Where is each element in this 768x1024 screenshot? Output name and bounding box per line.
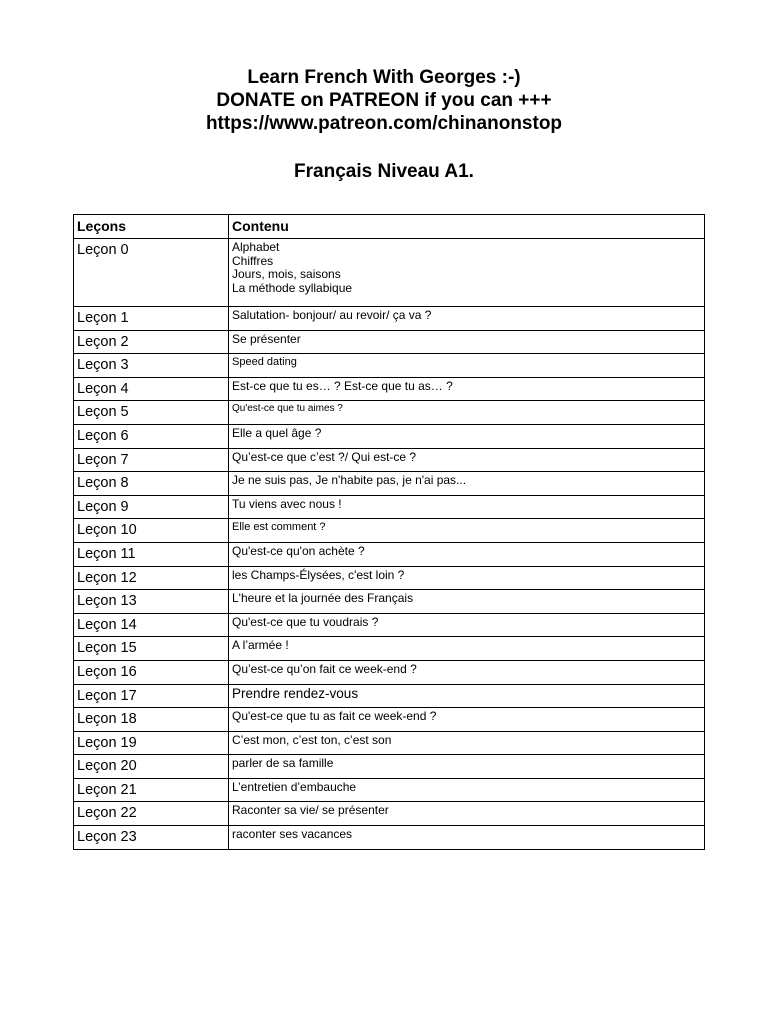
content-cell: Je ne suis pas, Je n'habite pas, je n'ai pas... bbox=[229, 472, 705, 496]
lesson-cell: Leçon 7 bbox=[74, 448, 229, 472]
content-cell: Prendre rendez-vous bbox=[229, 684, 705, 708]
table-row bbox=[74, 660, 705, 684]
content-cell: Speed dating bbox=[229, 354, 705, 378]
lesson-cell: Leçon 14 bbox=[74, 613, 229, 637]
content-cell: Se présenter bbox=[229, 330, 705, 354]
content-cell: Qu'est-ce que tu as fait ce week-end ? bbox=[229, 708, 705, 732]
content-cell: L'heure et la journée des Français bbox=[229, 590, 705, 614]
table-row bbox=[74, 708, 705, 732]
content-item: La méthode syllabique bbox=[232, 280, 353, 295]
content-cell: Est-ce que tu es… ? Est-ce que tu as… ? bbox=[229, 377, 705, 401]
table-row bbox=[74, 239, 705, 307]
lesson-cell: Leçon 0 bbox=[74, 239, 229, 307]
lesson-cell: Leçon 18 bbox=[74, 708, 229, 732]
lesson-cell: Leçon 9 bbox=[74, 495, 229, 519]
header-donate-line: DONATE on PATREON if you can +++ bbox=[216, 90, 552, 111]
content-cell: parler de sa famille bbox=[229, 755, 705, 779]
content-item: Jours, mois, saisons bbox=[232, 267, 341, 281]
table-row bbox=[74, 613, 705, 637]
table-header-row bbox=[74, 215, 705, 239]
content-cell: Tu viens avec nous ! bbox=[229, 495, 705, 519]
lesson-cell: Leçon 10 bbox=[74, 519, 229, 543]
lesson-cell: Leçon 21 bbox=[74, 778, 229, 802]
document-header bbox=[0, 66, 768, 135]
content-cell: Qu’est-ce qu’on fait ce week-end ? bbox=[229, 660, 705, 684]
lesson-cell: Leçon 17 bbox=[74, 684, 229, 708]
table-row bbox=[74, 401, 705, 425]
lesson-cell: Leçon 3 bbox=[74, 354, 229, 378]
table-row bbox=[74, 448, 705, 472]
lesson-cell: Leçon 12 bbox=[74, 566, 229, 590]
table-row bbox=[74, 826, 705, 850]
table-row bbox=[74, 590, 705, 614]
content-cell: Qu'est-ce que tu voudrais ? bbox=[229, 613, 705, 637]
table-row bbox=[74, 330, 705, 354]
lesson-cell: Leçon 6 bbox=[74, 424, 229, 448]
table-row bbox=[74, 424, 705, 448]
lesson-cell: Leçon 13 bbox=[74, 590, 229, 614]
lesson-cell: Leçon 11 bbox=[74, 542, 229, 566]
table-row bbox=[74, 377, 705, 401]
content-cell: Raconter sa vie/ se présenter bbox=[229, 802, 705, 826]
lesson-cell: Leçon 20 bbox=[74, 755, 229, 779]
content-cell: C’est mon, c’est ton, c’est son bbox=[229, 731, 705, 755]
lesson-cell: Leçon 4 bbox=[74, 377, 229, 401]
content-cell: raconter ses vacances bbox=[229, 826, 705, 850]
table-row bbox=[74, 472, 705, 496]
table-row bbox=[74, 566, 705, 590]
header-patreon-url: https://www.patreon.com/chinanonstop bbox=[205, 113, 563, 134]
lesson-cell: Leçon 16 bbox=[74, 660, 229, 684]
table-row bbox=[74, 637, 705, 661]
lessons-table bbox=[73, 214, 705, 850]
table-row bbox=[74, 755, 705, 779]
table-row bbox=[74, 684, 705, 708]
content-cell: Qu'est-ce que tu aimes ? bbox=[229, 401, 705, 425]
lesson-cell: Leçon 23 bbox=[74, 826, 229, 850]
lesson-cell: Leçon 5 bbox=[74, 401, 229, 425]
table-row bbox=[74, 307, 705, 331]
column-header-lessons: Leçons bbox=[74, 215, 229, 239]
lesson-cell: Leçon 1 bbox=[74, 307, 229, 331]
lesson-cell: Leçon 15 bbox=[74, 637, 229, 661]
lesson-cell: Leçon 8 bbox=[74, 472, 229, 496]
content-cell: Qu'est-ce qu'on achète ? bbox=[229, 542, 705, 566]
content-cell bbox=[229, 239, 705, 307]
content-item: Chiffres bbox=[232, 253, 274, 268]
column-header-content: Contenu bbox=[229, 215, 705, 239]
lesson-cell: Leçon 19 bbox=[74, 731, 229, 755]
content-cell: A l’armée ! bbox=[229, 637, 705, 661]
lesson-cell: Leçon 2 bbox=[74, 330, 229, 354]
table-row bbox=[74, 802, 705, 826]
content-cell: Qu’est-ce que c’est ?/ Qui est-ce ? bbox=[229, 448, 705, 472]
table-row bbox=[74, 354, 705, 378]
content-item: Alphabet bbox=[232, 240, 280, 254]
content-cell: Elle a quel âge ? bbox=[229, 424, 705, 448]
content-cell: Elle est comment ? bbox=[229, 519, 705, 543]
header-title: Learn French With Georges :-) bbox=[247, 67, 521, 88]
table-row bbox=[74, 519, 705, 543]
table-row bbox=[74, 495, 705, 519]
table-row bbox=[74, 778, 705, 802]
level-title: Français Niveau A1. bbox=[294, 161, 474, 182]
table-row bbox=[74, 542, 705, 566]
table-row bbox=[74, 731, 705, 755]
content-cell: Salutation- bonjour/ au revoir/ ça va ? bbox=[229, 307, 705, 331]
lesson-cell: Leçon 22 bbox=[74, 802, 229, 826]
content-cell: L’entretien d’embauche bbox=[229, 778, 705, 802]
content-cell: les Champs-Élysées, c'est loin ? bbox=[229, 566, 705, 590]
